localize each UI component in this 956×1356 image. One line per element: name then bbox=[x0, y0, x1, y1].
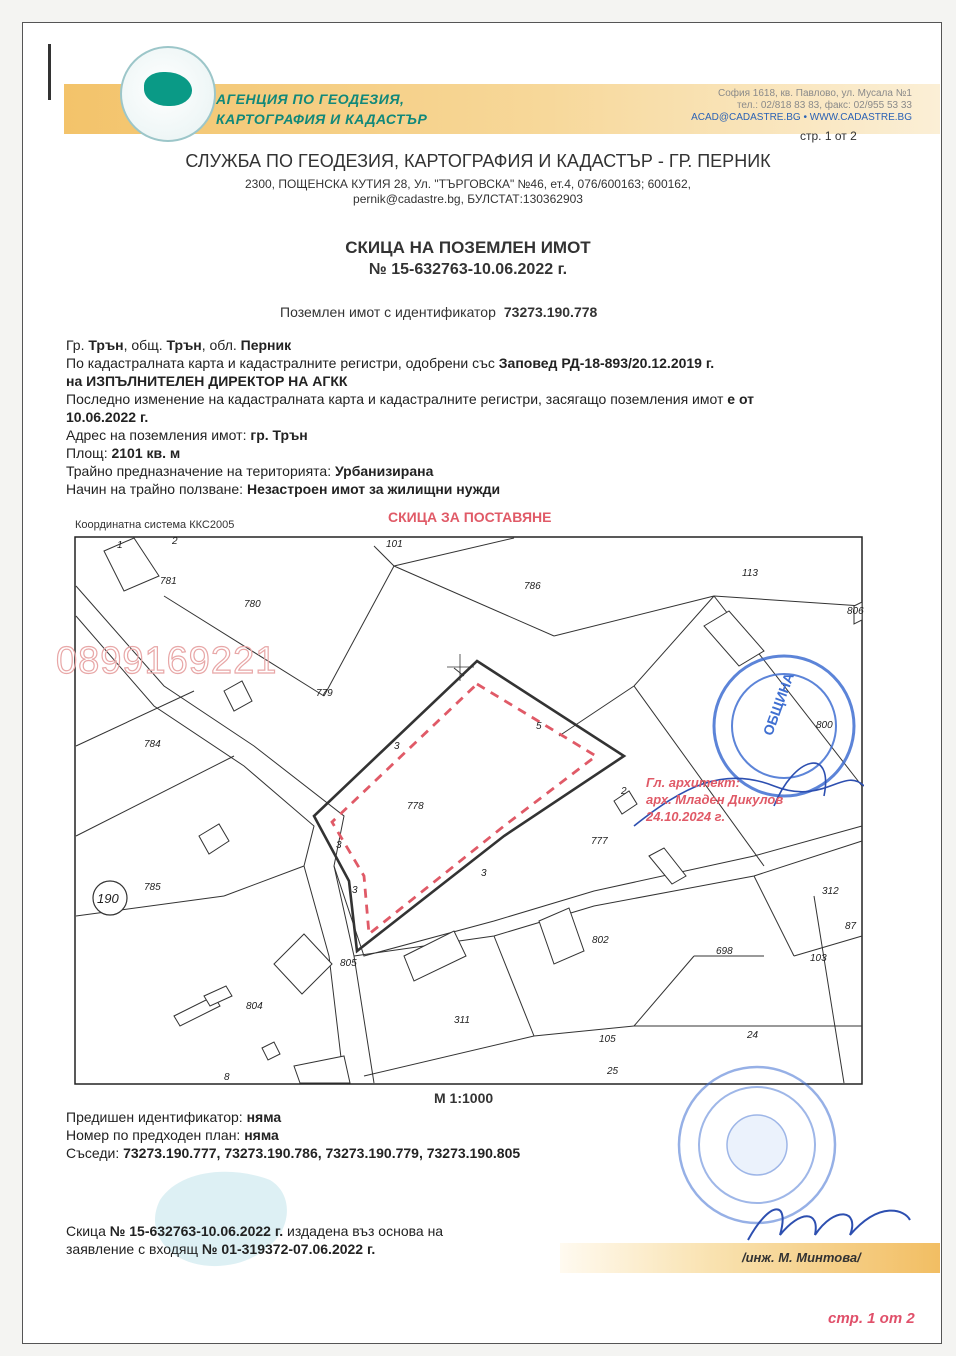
identifier-label: Поземлен имот с идентификатор bbox=[280, 304, 496, 320]
agency-line-2: КАРТОГРАФИЯ И КАДАСТЪР bbox=[216, 111, 428, 127]
parcel-25: 25 bbox=[607, 1066, 619, 1077]
signer-name: /инж. М. Минтова/ bbox=[742, 1250, 861, 1265]
previous-identifier: Предишен идентификатор: няма bbox=[66, 1109, 282, 1125]
coordinate-system: Координатна система ККС2005 bbox=[75, 519, 235, 531]
contact-address: София 1618, кв. Павлово, ул. Мусала №1 bbox=[717, 88, 912, 99]
info-order: По кадастралната карта и кадастралните регистри, одобрени със Заповед РД-18-893/20.12.2019 г. bbox=[66, 355, 715, 371]
margin-mark bbox=[48, 44, 51, 100]
parcel-312: 312 bbox=[822, 886, 839, 897]
parcel-781: 781 bbox=[160, 576, 177, 587]
parcel-805: 805 bbox=[340, 958, 357, 969]
parcel-103: 103 bbox=[810, 953, 827, 964]
chief-architect-approval bbox=[646, 774, 783, 825]
document-title: СКИЦА НА ПОЗЕМЛЕН ИМОТ bbox=[345, 238, 591, 257]
stamp-word: ОБЩИНА bbox=[759, 670, 798, 738]
bulgaria-map-icon bbox=[144, 72, 192, 106]
parcel-698: 698 bbox=[716, 946, 733, 957]
building-number-1: 1 bbox=[117, 540, 123, 551]
info-director: на ИЗПЪЛНИТЕЛЕН ДИРЕКТОР НА АГКК bbox=[66, 373, 348, 389]
parcel-786: 786 bbox=[524, 581, 541, 592]
issued-line-2: заявление с входящ № 01-319372-07.06.2022 г. bbox=[66, 1241, 376, 1257]
neighbors: Съседи: 73273.190.777, 73273.190.786, 73273.190.779, 73273.190.805 bbox=[66, 1145, 521, 1161]
office-address-line-2: pernik@cadastre.bg, БУЛСТАТ:130362903 bbox=[353, 192, 583, 206]
previous-plan-number: Номер по предходен план: няма bbox=[66, 1127, 279, 1143]
document-number: № 15-632763-10.06.2022 г. bbox=[368, 261, 568, 278]
parcel-777: 777 bbox=[591, 836, 608, 847]
edge-label-3a: 3 bbox=[394, 741, 400, 752]
building-number-8: 8 bbox=[224, 1072, 230, 1083]
parcel-802: 802 bbox=[592, 935, 609, 946]
agency-name bbox=[216, 89, 427, 129]
sketch-label: СКИЦА ЗА ПОСТАВЯНЕ bbox=[388, 509, 552, 525]
parcel-113: 113 bbox=[742, 568, 758, 579]
edge-label-3d: 3 bbox=[352, 885, 358, 896]
issue-basis bbox=[66, 1222, 443, 1258]
parcel-info bbox=[66, 336, 886, 498]
agency-logo-globe bbox=[120, 46, 216, 142]
issued-line-1: Скица № 15-632763-10.06.2022 г. издадена въз основа на bbox=[66, 1223, 444, 1239]
edge-label-3c: 3 bbox=[481, 868, 487, 879]
agency-contact bbox=[691, 88, 912, 124]
parcel-311: 311 bbox=[454, 1015, 470, 1026]
map-scale: М 1:1000 bbox=[434, 1090, 494, 1106]
parcel-778: 778 bbox=[407, 801, 424, 812]
parcel-87: 87 bbox=[845, 921, 857, 932]
office-name: СЛУЖБА ПО ГЕОДЕЗИЯ, КАРТОГРАФИЯ И КАДАСТЪР - ГР. ПЕРНИК bbox=[185, 151, 771, 171]
parcel-190: 190 bbox=[97, 891, 119, 906]
info-purpose: Трайно предназначение на територията: Урбанизирана bbox=[66, 463, 434, 479]
approval-line-2: арх. Младен Дикулов bbox=[646, 792, 784, 807]
parcel-24: 24 bbox=[747, 1030, 759, 1041]
identifier-value: 73273.190.778 bbox=[503, 304, 598, 320]
parcel-780: 780 bbox=[244, 599, 261, 610]
info-usage: Начин на трайно ползване: Незастроен имот за жилищни нужди bbox=[66, 481, 501, 497]
info-address: Адрес на поземления имот: гр. Трън bbox=[66, 427, 308, 443]
parcel-references bbox=[66, 1108, 520, 1162]
agency-line-1: АГЕНЦИЯ ПО ГЕОДЕЗИЯ, bbox=[216, 91, 405, 107]
page-number-top: стр. 1 от 2 bbox=[800, 129, 857, 143]
bulgaria-watermark bbox=[150, 1160, 300, 1280]
edge-label-2: 2 bbox=[621, 786, 627, 797]
approval-line-1: Гл. архитект: bbox=[646, 775, 740, 790]
contact-phones: тел.: 02/818 83 83, факс: 02/955 53 33 bbox=[736, 100, 912, 111]
approval-line-3: 24.10.2024 г. bbox=[646, 809, 726, 824]
page-number-bottom: стр. 1 от 2 bbox=[828, 1310, 915, 1327]
edge-label-5: 5 bbox=[536, 721, 542, 732]
info-area: Площ: 2101 кв. м bbox=[66, 445, 181, 461]
parcel-101: 101 bbox=[386, 539, 403, 550]
parcel-identifier bbox=[280, 304, 597, 320]
parcel-804: 804 bbox=[246, 1001, 263, 1012]
parcel-785: 785 bbox=[144, 882, 161, 893]
parcel-784: 784 bbox=[144, 739, 161, 750]
info-last-change-date: 10.06.2022 г. bbox=[66, 409, 149, 425]
parcel-779: 779 bbox=[316, 688, 333, 699]
parcel-105: 105 bbox=[599, 1034, 616, 1045]
info-location: Гр. Трън, общ. Трън, обл. Перник bbox=[66, 337, 292, 353]
parcel-806: 806 bbox=[847, 606, 864, 617]
office-address-line-1: 2300, ПОЩЕНСКА КУТИЯ 28, Ул. "ТЪРГОВСКА" №46, ет.4, 076/600163; 600162, bbox=[244, 177, 691, 191]
building-number-2: 2 bbox=[172, 536, 178, 547]
info-last-change: Последно изменение на кадастралната карта и кадастралните регистри, засягащо поземления имот е от bbox=[66, 391, 755, 407]
parcel-800: 800 bbox=[816, 720, 833, 731]
contact-web: ACAD@CADASTRE.BG • WWW.CADASTRE.BG bbox=[691, 112, 912, 123]
edge-label-3b: 3 bbox=[336, 840, 342, 851]
watermark-phone: 0899169221 bbox=[56, 640, 278, 682]
